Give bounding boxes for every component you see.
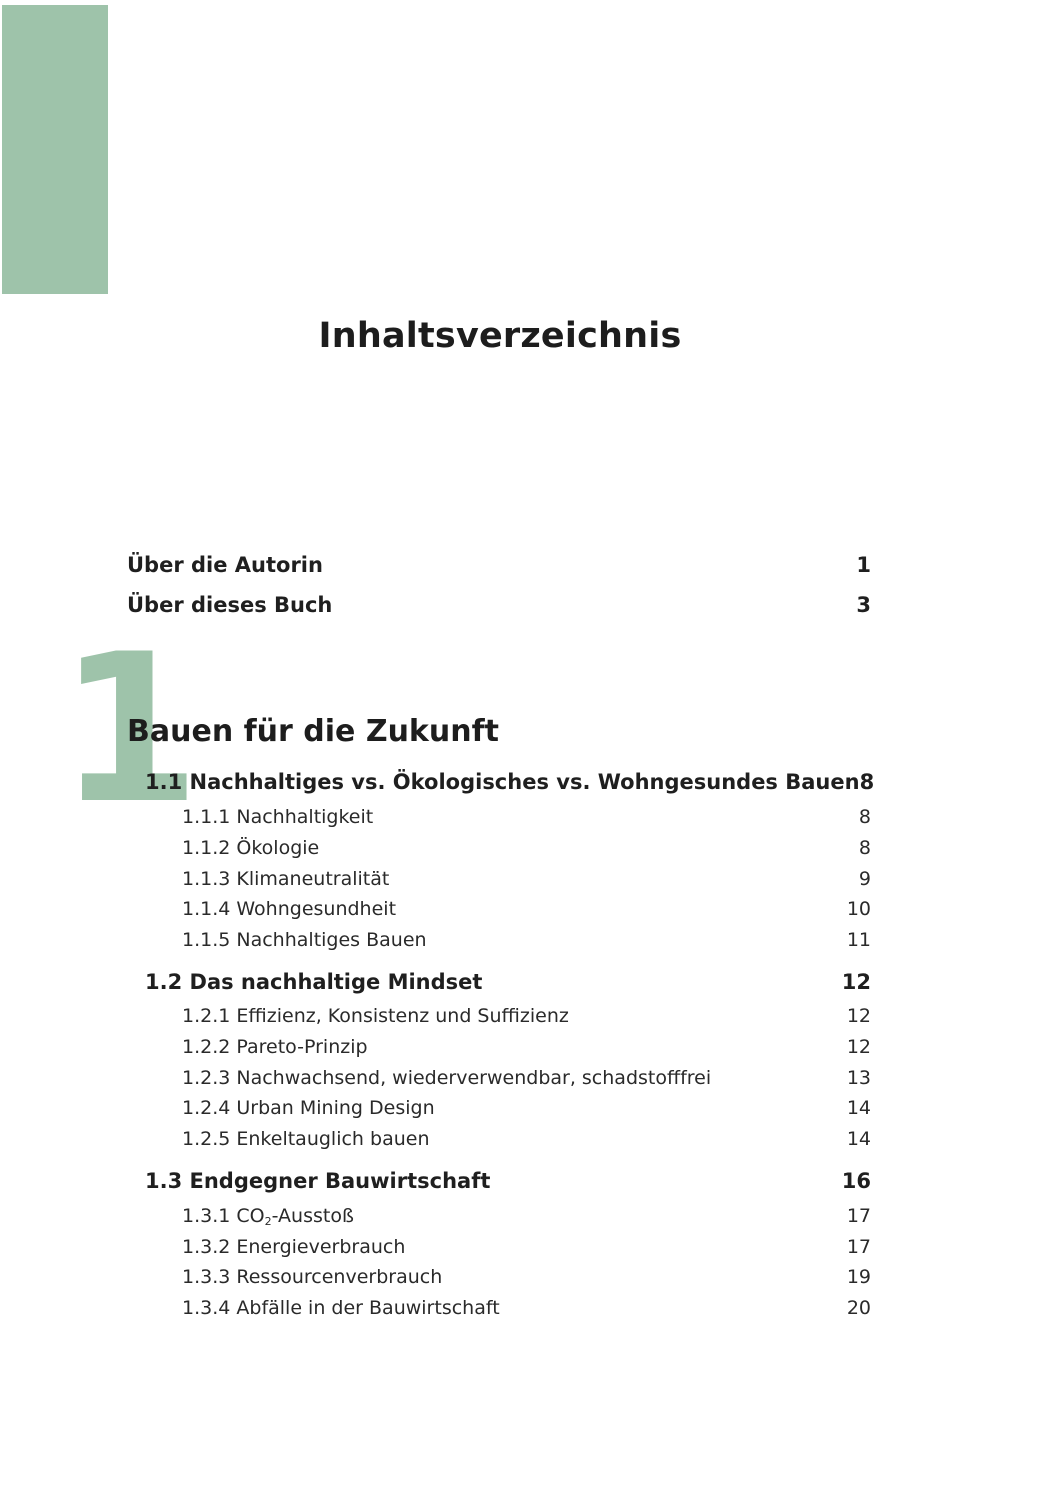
toc-subsection-label: 1.2.3 Nachwachsend, wiederverwendbar, schadstofffrei [182,1067,712,1089]
toc-entry-page: 1 [856,553,871,577]
toc-subsection[interactable] [182,1067,871,1089]
toc-subsection-page: 19 [846,1266,871,1288]
toc-section[interactable] [145,970,871,994]
toc-entry-page: 3 [856,593,871,617]
toc-entry-about-book[interactable] [127,593,871,617]
toc-subsection[interactable] [182,1205,871,1227]
toc-subsection-label: 1.3.2 Energieverbrauch [182,1236,406,1258]
toc-subsection[interactable] [182,1297,871,1319]
page-title: Inhaltsverzeichnis [318,316,682,356]
toc-subsection-page: 8 [858,806,871,828]
toc-section-page: 8 [859,770,875,794]
toc-subsection-label: 1.3.3 Ressourcenverbrauch [182,1266,443,1288]
toc-subsection-label-prefix: 1.3.1 CO [182,1205,265,1227]
toc-subsection-label [182,1205,354,1227]
toc-subsection-label: 1.1.4 Wohngesundheit [182,898,397,920]
toc-subsection[interactable] [182,1036,871,1058]
toc-subsection-page: 14 [846,1097,871,1119]
toc-subsection-page: 17 [846,1205,871,1227]
toc-subsection[interactable] [182,1097,871,1119]
toc-entry-label: Über die Autorin [127,553,323,577]
toc-subsection-label: 1.2.1 Effizienz, Konsistenz und Suffizienz [182,1005,569,1027]
toc-subsection[interactable] [182,929,871,951]
toc-subsection-page: 11 [846,929,871,951]
toc-subsection-label: 1.1.2 Ökologie [182,837,320,859]
toc-section-label: 1.1 Nachhaltiges vs. Ökologisches vs. Wohngesundes Bauen [145,770,860,794]
toc-subsection-label: 1.1.3 Klimaneutralität [182,868,390,890]
toc-subsection-page: 17 [846,1236,871,1258]
toc-subsection[interactable] [182,1005,871,1027]
toc-subsection-label: 1.1.1 Nachhaltigkeit [182,806,374,828]
toc-subsection-page: 9 [858,868,871,890]
toc-subsection-page: 20 [846,1297,871,1319]
toc-subsection-page: 8 [858,837,871,859]
toc-entry-about-author[interactable] [127,553,871,577]
toc-subsection-label-suffix: -Ausstoß [271,1205,354,1227]
toc-subsection-page: 12 [846,1036,871,1058]
toc-subsection[interactable] [182,837,871,859]
toc-subsection-label: 1.3.4 Abfälle in der Bauwirtschaft [182,1297,500,1319]
toc-section-page: 16 [841,1169,871,1193]
toc-subsection-page: 10 [846,898,871,920]
toc-section-label: 1.3 Endgegner Bauwirtschaft [145,1169,491,1193]
toc-section[interactable] [145,1169,871,1193]
toc-subsection-label: 1.2.4 Urban Mining Design [182,1097,435,1119]
chapter-number: 1 [58,611,193,849]
chapter-tab-marker [2,5,108,294]
toc-subsection-label: 1.1.5 Nachhaltiges Bauen [182,929,427,951]
toc-entry-label: Über dieses Buch [127,593,333,617]
subscript-two: 2 [264,1215,272,1228]
toc-subsection-page: 13 [846,1067,871,1089]
toc-subsection[interactable] [182,898,871,920]
toc-section-page: 12 [841,970,871,994]
toc-section[interactable] [145,770,875,794]
toc-subsection[interactable] [182,1128,871,1150]
toc-subsection[interactable] [182,1266,871,1288]
chapter-title[interactable]: Bauen für die Zukunft [127,714,499,749]
toc-subsection[interactable] [182,1236,871,1258]
toc-subsection-label: 1.2.5 Enkeltauglich bauen [182,1128,430,1150]
toc-subsection[interactable] [182,868,871,890]
toc-subsection[interactable] [182,806,871,828]
toc-subsection-label: 1.2.2 Pareto-Prinzip [182,1036,368,1058]
toc-subsection-page: 14 [846,1128,871,1150]
toc-subsection-page: 12 [846,1005,871,1027]
toc-section-label: 1.2 Das nachhaltige Mindset [145,970,483,994]
